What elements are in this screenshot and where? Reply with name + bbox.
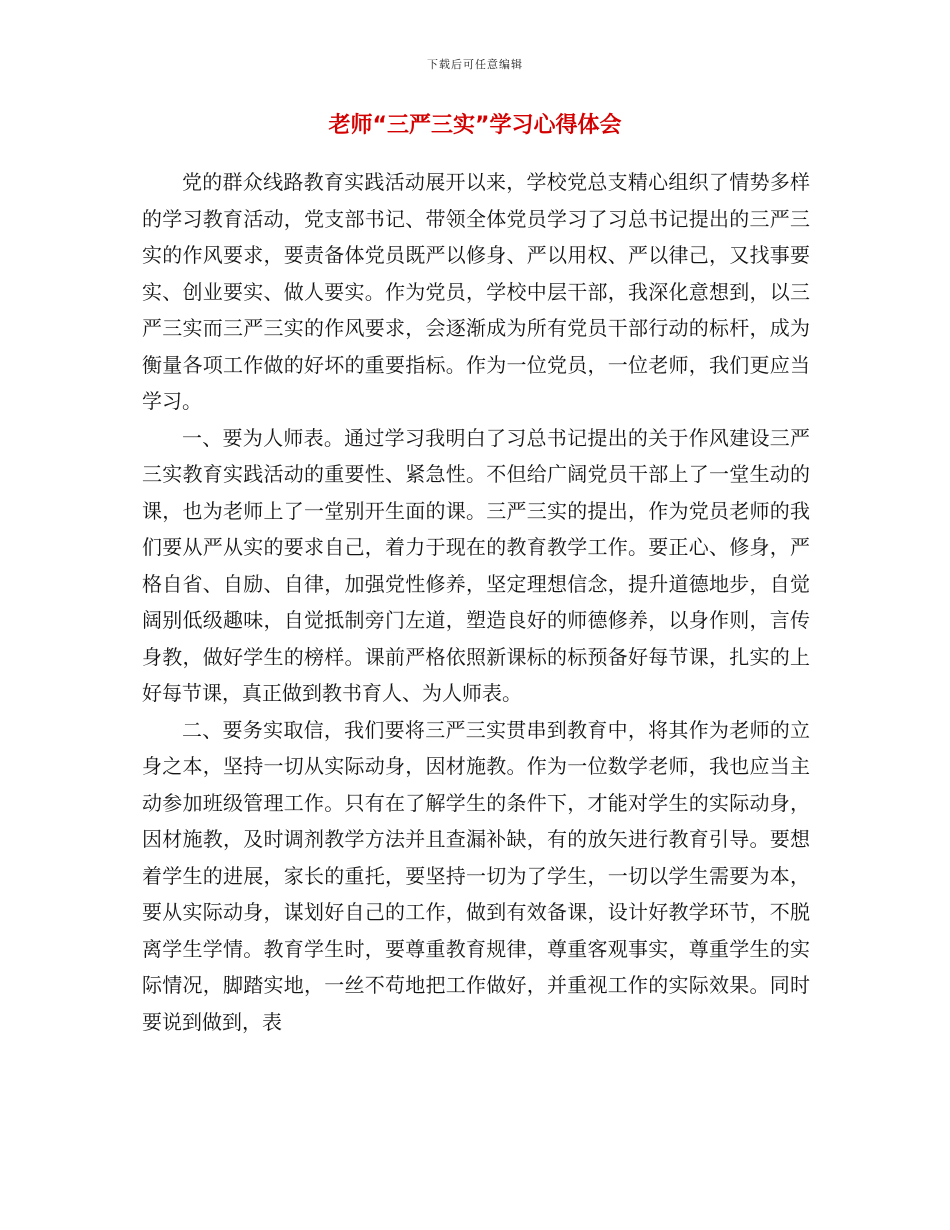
paragraph-intro: 党的群众线路教育实践活动展开以来，学校党总支精心组织了情势多样的学习教育活动，党支部书记、带领全体党员学习了习总书记提出的三严三实的作风要求，要责备体党员既严以修身、严以用权、严以律己，又找事要实、创业要实、做人要实。作为党员，学校中层干部，我深化意想到，以三严三实而三严三实的作风要求，会逐渐成为所有党员干部行动的标杆，成为衡量各项工作做的好坏的重要指标。作为一位党员，一位老师，我们更应当学习。 (142, 170, 810, 413)
document-title: 老师“三严三实”学习心得体会 (328, 113, 622, 138)
paragraph-point-one: 一、要为人师表。通过学习我明白了习总书记提出的关于作风建设三严三实教育实践活动的重要性、紧急性。不但给广阔党员干部上了一堂生动的课，也为老师上了一堂别开生面的课。三严三实的提出，作为党员老师的我们要从严从实的要求自己，着力于现在的教育教学工作。要正心、修身，严格自省、自励、自律，加强党性修养，坚定理想信念，提升道德地步，自觉阔别低级趣味，自觉抵制旁门左道，塑造良好的师德修养，以身作则，言传身教，做好学生的榜样。课前严格依照新课标的标预备好每节课，扎实的上好每节课，真正做到教书育人、为人师表。 (142, 425, 810, 705)
paragraph-point-two: 二、要务实取信，我们要将三严三实贯串到教育中，将其作为老师的立身之本，坚持一切从实际动身，因材施教。作为一位数学老师，我也应当主动参加班级管理工作。只有在了解学生的条件下，才能对学生的实际动身，因材施教，及时调剂教学方法并且查漏补缺，有的放矢进行教育引导。要想着学生的进展，家长的重托，要坚持一切为了学生，一切以学生需要为本，要从实际动身，谋划好自己的工作，做到有效备课，设计好教学环节，不脱离学生学情。教育学生时，要尊重教育规律，尊重客观事实，尊重学生的实际情况，脚踏实地，一丝不苟地把工作做好，并重视工作的实际效果。同时要说到做到，表 (142, 717, 810, 1034)
page-header: 下载后可任意编辑 (427, 58, 523, 71)
document-body (142, 164, 810, 1040)
